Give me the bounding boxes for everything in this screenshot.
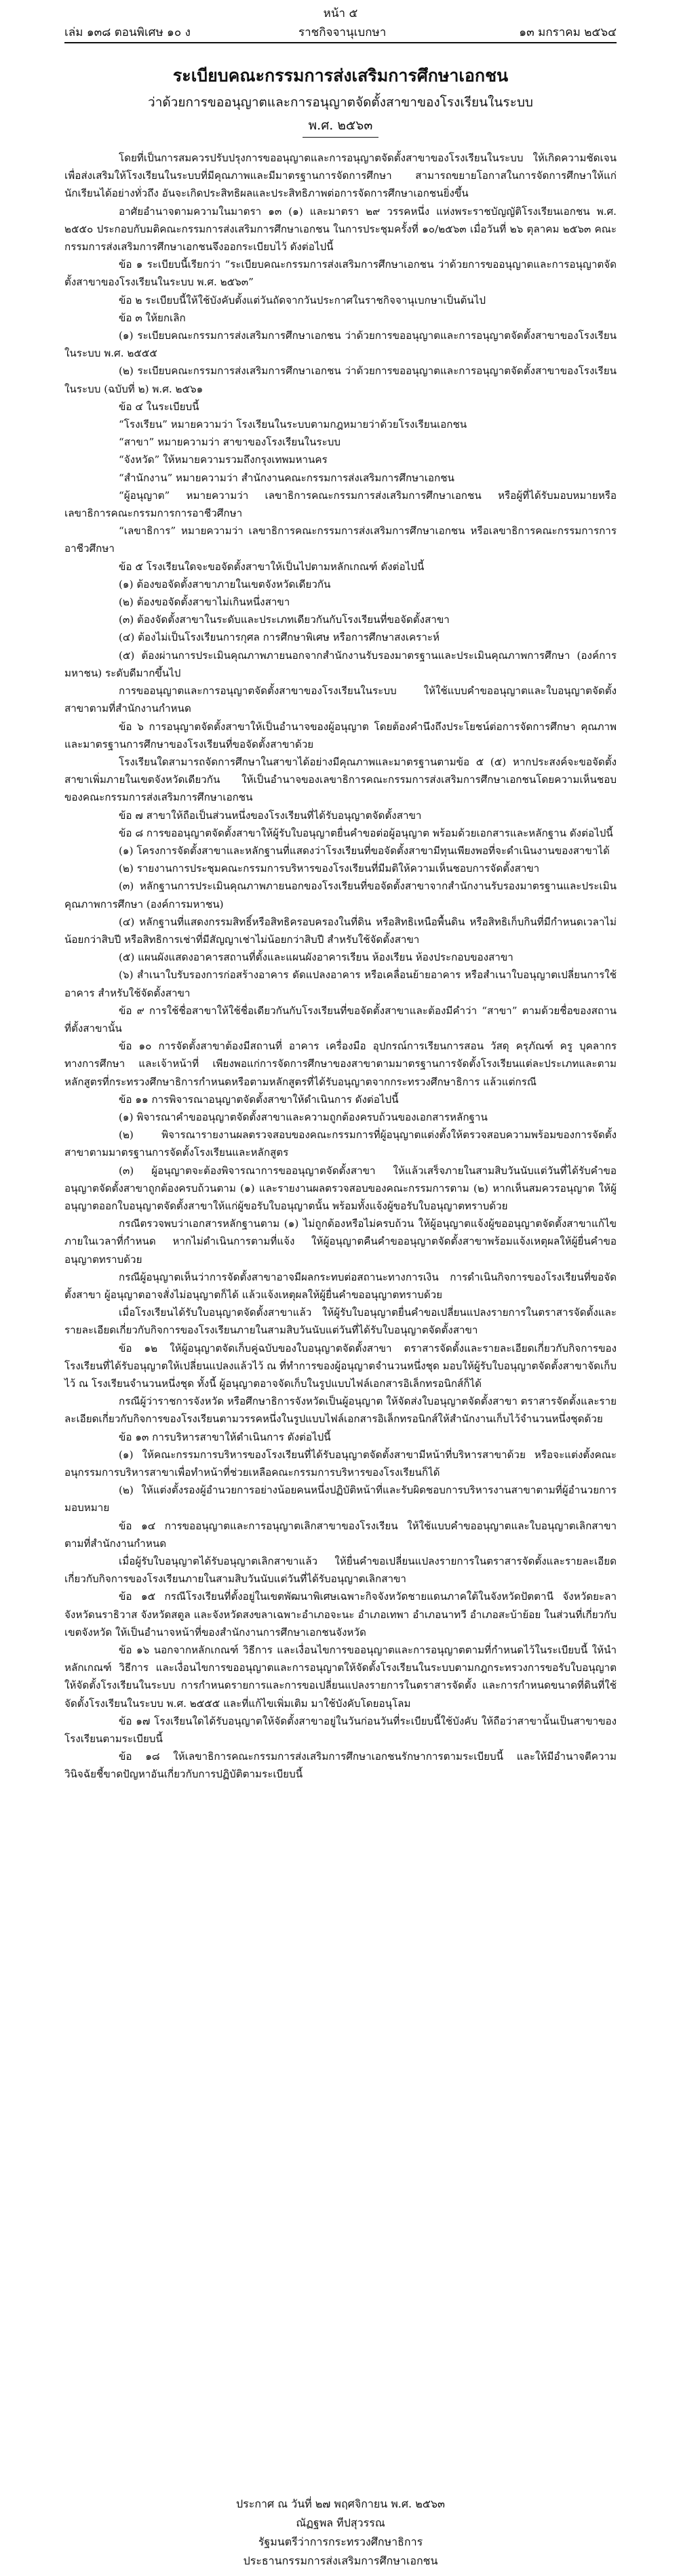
paragraph: ข้อ ๙ การใช้ชื่อสาขาให้ใช้ชื่อเดียวกันกับโรงเรียนที่ขอจัดตั้งสาขาและต้องมีคำว่า “สาขา” ตามด้วยชื่อของสถานที่ตั้งสาขานั้น [64,1004,617,1034]
paragraph: ข้อ ๒ ระเบียบนี้ให้ใช้บังคับตั้งแต่วันถัดจากวันประกาศในราชกิจจานุเบกษาเป็นต้นไป [119,294,486,306]
paragraph: (๑) โครงการจัดตั้งสาขาและหลักฐานที่แสดงว่าโรงเรียนที่ขอจัดตั้งสาขามีทุนเพียงพอที่จะดำเนินงานของสาขาได้ [119,844,610,857]
paragraph: โดยที่เป็นการสมควรปรับปรุงการขออนุญาตและการอนุญาตจัดตั้งสาขาของโรงเรียนในระบบ ให้เกิดความชัดเจน เพื่อส่งเสริมให้โรงเรียนในระบบที่มีคุณภาพและมีมาตรฐานการจัดการศึกษา สามารถขยายโอกาสในการจัดการศึกษาให้แก่นักเรียนได้อย่างทั่วถึง อันจะเกิดประสิทธิผลและประสิทธิภาพต่อการจัดการศึกษาเอกชนยิ่งขึ้น [64,152,617,200]
paragraph: (๑) ระเบียบคณะกรรมการส่งเสริมการศึกษาเอกชน ว่าด้วยการขออนุญาตและการอนุญาตจัดตั้งสาขาของโรงเรียนในระบบ พ.ศ. ๒๕๕๕ [64,329,617,360]
signatory-position: รัฐมนตรีว่าการกระทรวงศึกษาธิการ [258,2535,423,2548]
document-subject: ว่าด้วยการขออนุญาตและการอนุญาตจัดตั้งสาขาของโรงเรียนในระบบ [148,95,533,110]
paragraph: ข้อ ๑๒ ให้ผู้อนุญาตจัดเก็บคู่ฉบับของใบอนุญาตจัดตั้งสาขา ตราสารจัดตั้งและรายละเอียดเกี่ยวกับกิจการของโรงเรียนที่ได้รับอนุญาตให้เปลี่ยนแปลงแล้วไว้ ณ ที่ทำการของผู้อนุญาตจำนวนหนึ่งชุด มอบให้ผู้รับใบอนุญาตจัดตั้งสาขาจัดเก็บไว้ ณ โรงเรียนจำนวนหนึ่งชุด ทั้งนี้ ผู้อนุญาตอาจจัดเก็บในรูปแบบไฟล์เอกสารอิเล็กทรอนิกส์ก็ได้ [64,1342,617,1390]
paragraph: เมื่อผู้รับใบอนุญาตได้รับอนุญาตเลิกสาขาแล้ว ให้ยื่นคำขอเปลี่ยนแปลงรายการในตราสารจัดตั้งและรายละเอียดเกี่ยวกับกิจการของโรงเรียนภายในสามสิบวันนับแต่วันที่ได้รับอนุญาตเลิกสาขา [64,1555,617,1586]
paragraph: ข้อ ๘ การขออนุญาตจัดตั้งสาขาให้ผู้รับใบอนุญาตยื่นคำขอต่อผู้อนุญาต พร้อมด้วยเอกสารและหลักฐาน ดังต่อไปนี้ [119,826,613,839]
paragraph: ข้อ ๑๘ ให้เลขาธิการคณะกรรมการส่งเสริมการศึกษาเอกชนรักษาการตามระเบียบนี้ และให้มีอำนาจตีความวินิจฉัยชี้ขาดปัญหาอันเกี่ยวกับการปฏิบัติตามระเบียบนี้ [64,1750,617,1781]
signatory-role: ประธานกรรมการส่งเสริมการศึกษาเอกชน [243,2554,438,2567]
paragraph: ข้อ ๓ ให้ยกเลิก [119,311,186,324]
paragraph: “สาขา” หมายความว่า สาขาของโรงเรียนในระบบ [119,436,341,449]
paragraph: (๒) พิจารณารายงานผลตรวจสอบของคณะกรรมการที่ผู้อนุญาตแต่งตั้งให้ตรวจสอบความพร้อมของการจัดตั้งสาขาตามมาตรฐานการจัดตั้งโรงเรียนและหลักสูตร [64,1129,617,1159]
paragraph: การขออนุญาตและการอนุญาตจัดตั้งสาขาของโรงเรียนในระบบ ให้ใช้แบบคำขออนุญาตและใบอนุญาตจัดตั้งสาขาตามที่สำนักงานกำหนด [64,685,617,715]
paragraph: (๔) หลักฐานที่แสดงกรรมสิทธิ์หรือสิทธิครอบครองในที่ดิน หรือสิทธิเหนือพื้นดิน หรือสิทธิเก็บกินที่มีกำหนดเวลาไม่น้อยกว่าสิบปี หรือสิทธิการเช่าที่มีสัญญาเช่าไม่น้อยกว่าสิบปี สำหรับใช้จัดตั้งสาขา [64,915,617,946]
regulation-body [64,149,617,1784]
publish-date: ๑๓ มกราคม ๒๕๖๔ [519,26,617,39]
paragraph: (๓) ต้องจัดตั้งสาขาในระดับและประเภทเดียวกันกับโรงเรียนที่ขอจัดตั้งสาขา [119,613,450,626]
paragraph: (๒) รายงานการประชุมคณะกรรมการบริหารของโรงเรียนที่มีมติให้ความเห็นชอบการจัดตั้งสาขา [119,862,540,875]
paragraph: “สำนักงาน” หมายความว่า สำนักงานคณะกรรมการส่งเสริมการศึกษาเอกชน [119,471,454,484]
paragraph: (๑) ให้คณะกรรมการบริหารของโรงเรียนที่ได้รับอนุญาตจัดตั้งสาขามีหน้าที่บริหารสาขาด้วย หรือจะแต่งตั้งคณะอนุกรรมการบริหารสาขาเพื่อทำหน้าที่ช่วยเหลือคณะกรรมการบริหารของโรงเรียนก็ได้ [64,1448,617,1479]
paragraph: (๒) ให้แต่งตั้งรองผู้อำนวยการอย่างน้อยคนหนึ่งปฏิบัติหน้าที่และรับผิดชอบการบริหารงานสาขาตามที่ผู้อำนวยการมอบหมาย [64,1484,617,1514]
gazette-name: ราชกิจจานุเบกษา [298,26,387,39]
document-title: ระเบียบคณะกรรมการส่งเสริมการศึกษาเอกชน [172,66,509,85]
paragraph: กรณีตรวจพบว่าเอกสารหลักฐานตาม (๑) ไม่ถูกต้องหรือไม่ครบถ้วน ให้ผู้อนุญาตแจ้งผู้ขออนุญาตจัดตั้งสาขาแก้ไขภายในเวลาที่กำหนด หากไม่ดำเนินการตามที่แจ้ง ให้ผู้อนุญาตคืนคำขออนุญาตจัดตั้งสาขาพร้อมแจ้งเหตุผลให้ผู้ยื่นคำขออนุญาตทราบด้วย [64,1217,617,1266]
paragraph: (๕) แผนผังแสดงอาคารสถานที่ตั้งและแผนผังอาคารเรียน ห้องเรียน ห้องประกอบของสาขา [119,951,513,964]
title-divider [303,137,378,138]
paragraph: ข้อ ๖ การอนุญาตจัดตั้งสาขาให้เป็นอำนาจของผู้อนุญาต โดยต้องคำนึงถึงประโยชน์ต่อการจัดการศึกษา คุณภาพและมาตรฐานการศึกษาของโรงเรียนที่ขอจัดตั้งสาขาด้วย [64,720,617,750]
paragraph: กรณีผู้ว่าราชการจังหวัด หรือศึกษาธิการจังหวัดเป็นผู้อนุญาต ให้จัดส่งใบอนุญาตจัดตั้งสาขา ตราสารจัดตั้งและรายละเอียดเกี่ยวกับกิจการของโรงเรียนตามวรรคหนึ่งในรูปแบบไฟล์เอกสารอิเล็กทรอนิกส์ให้สำนักงานเก็บไว้จำนวนหนึ่งชุดด้วย [64,1395,617,1426]
paragraph: กรณีผู้อนุญาตเห็นว่าการจัดตั้งสาขาอาจมีผลกระทบต่อสถานะทางการเงิน การดำเนินกิจการของโรงเรียนที่ขอจัดตั้งสาขา ผู้อนุญาตอาจสั่งไม่อนุญาตก็ได้ แล้วแจ้งเหตุผลให้ผู้ยื่นคำขออนุญาตทราบด้วย [64,1270,617,1301]
signatory-name: ณัฏฐพล ทีปสุวรรณ [296,2516,385,2529]
paragraph: “เลขาธิการ” หมายความว่า เลขาธิการคณะกรรมการส่งเสริมการศึกษาเอกชน หรือเลขาธิการคณะกรรมการการอาชีวศึกษา [64,525,617,555]
paragraph: ข้อ ๑๔ การขออนุญาตและการอนุญาตเลิกสาขาของโรงเรียน ให้ใช้แบบคำขออนุญาตและใบอนุญาตเลิกสาขาตามที่สำนักงานกำหนด [64,1519,617,1550]
paragraph: (๒) ระเบียบคณะกรรมการส่งเสริมการศึกษาเอกชน ว่าด้วยการขออนุญาตและการอนุญาตจัดตั้งสาขาของโรงเรียนในระบบ (ฉบับที่ ๒) พ.ศ. ๒๕๖๑ [64,365,617,395]
paragraph: ข้อ ๔ ในระเบียบนี้ [119,400,199,413]
paragraph: (๑) พิจารณาคำขออนุญาตจัดตั้งสาขาและความถูกต้องครบถ้วนของเอกสารหลักฐาน [119,1110,488,1123]
paragraph: (๓) ผู้อนุญาตจะต้องพิจารณาการขออนุญาตจัดตั้งสาขา ให้แล้วเสร็จภายในสามสิบวันนับแต่วันที่ได้รับคำขออนุญาตจัดตั้งสาขาถูกต้องครบถ้วนตาม (๑) และรายงานผลตรวจสอบของคณะกรรมการตาม (๒) หากเห็นสมควรอนุญาต ให้ผู้อนุญาตออกใบอนุญาตจัดตั้งสาขาให้แก่ผู้ขอรับใบอนุญาตนั้น พร้อมทั้งแจ้งผู้ขอรับใบอนุญาตทราบด้วย [64,1164,617,1212]
paragraph: (๒) ต้องขอจัดตั้งสาขาไม่เกินหนึ่งสาขา [119,596,290,609]
paragraph: ข้อ ๕ โรงเรียนใดจะขอจัดตั้งสาขาให้เป็นไปตามหลักเกณฑ์ ดังต่อไปนี้ [119,560,425,573]
paragraph: (๕) ต้องผ่านการประเมินคุณภาพภายนอกจากสำนักงานรับรองมาตรฐานและประเมินคุณภาพการศึกษา (องค์การมหาชน) ระดับดีมากขึ้นไป [64,649,617,679]
paragraph: ข้อ ๑๗ โรงเรียนใดได้รับอนุญาตให้จัดตั้งสาขาอยู่ในวันก่อนวันที่ระเบียบนี้ใช้บังคับ ให้ถือว่าสาขานั้นเป็นสาขาของโรงเรียนตามระเบียบนี้ [64,1714,617,1746]
paragraph: ข้อ ๑๓ การบริหารสาขาให้ดำเนินการ ดังต่อไปนี้ [119,1430,331,1443]
paragraph: “ผู้อนุญาต” หมายความว่า เลขาธิการคณะกรรมการส่งเสริมการศึกษาเอกชน หรือผู้ที่ได้รับมอบหมายหรือเลขาธิการคณะกรรมการการอาชีวศึกษา [64,489,617,520]
paragraph: โรงเรียนใดสามารถจัดการศึกษาในสาขาได้อย่างมีคุณภาพและมาตรฐานตามข้อ ๕ (๕) หากประสงค์จะขอจัดตั้งสาขาเพิ่มภายในเขตจังหวัดเดียวกัน ให้เป็นอำนาจของเลขาธิการคณะกรรมการส่งเสริมการศึกษาเอกชนโดยความเห็นชอบของคณะกรรมการส่งเสริมการศึกษาเอกชน [64,755,617,804]
paragraph: “จังหวัด” ให้หมายความรวมถึงกรุงเทพมหานคร [119,454,328,466]
paragraph: เมื่อโรงเรียนได้รับใบอนุญาตจัดตั้งสาขาแล้ว ให้ผู้รับใบอนุญาตยื่นคำขอเปลี่ยนแปลงรายการในตราสารจัดตั้งและรายละเอียดเกี่ยวกับกิจการของโรงเรียนภายในสามสิบวันนับแต่วันที่ได้รับใบอนุญาตจัดตั้งสาขา [64,1306,617,1337]
announcement-date: ประกาศ ณ วันที่ ๒๗ พฤศจิกายน พ.ศ. ๒๕๖๓ [236,2497,445,2510]
paragraph: (๖) สำเนาใบรับรองการก่อสร้างอาคาร ดัดแปลงอาคาร หรือเคลื่อนย้ายอาคาร หรือสำเนาใบอนุญาตเปลี่ยนการใช้อาคาร สำหรับใช้จัดตั้งสาขา [64,969,617,999]
paragraph: อาศัยอำนาจตามความในมาตรา ๑๓ (๑) และมาตรา ๒๙ วรรคหนึ่ง แห่งพระราชบัญญัติโรงเรียนเอกชน พ.ศ. ๒๕๕๐ ประกอบกับมติคณะกรรมการส่งเสริมการศึกษาเอกชน ในการประชุมครั้งที่ ๑๐/๒๕๖๓ เมื่อวันที่ ๒๖ ตุลาคม ๒๕๖๓ คณะกรรมการส่งเสริมการศึกษาเอกชนจึงออกระเบียบไว้ ดังต่อไปนี้ [64,205,617,254]
paragraph: (๔) ต้องไม่เป็นโรงเรียนการกุศล การศึกษาพิเศษ หรือการศึกษาสงเคราะห์ [119,631,440,644]
paragraph: ข้อ ๑๖ นอกจากหลักเกณฑ์ วิธีการ และเงื่อนไขการขออนุญาตและการอนุญาตตามที่กำหนดไว้ในระเบียบนี้ ให้นำหลักเกณฑ์ วิธีการ และเงื่อนไขการขออนุญาตและการอนุญาตให้จัดตั้งโรงเรียนในระบบตามกฎกระทรวงการขอรับใบอนุญาตให้จัดตั้งโรงเรียนในระบบ การกำหนดรายการและการขอเปลี่ยนแปลงรายการในตราสารจัดตั้ง และการกำหนดขนาดที่ดินที่ใช้จัดตั้งโรงเรียนในระบบ พ.ศ. ๒๕๕๕ และที่แก้ไขเพิ่มเติม มาใช้บังคับโดยอนุโลม [64,1644,617,1710]
paragraph: (๑) ต้องขอจัดตั้งสาขาภายในเขตจังหวัดเดียวกัน [119,578,331,590]
header-divider [64,42,617,43]
paragraph: “โรงเรียน” หมายความว่า โรงเรียนในระบบตามกฎหมายว่าด้วยโรงเรียนเอกชน [119,418,467,431]
page-number: หน้า ๕ [323,7,358,20]
document-year: พ.ศ. ๒๕๖๓ [308,118,373,133]
paragraph: (๓) หลักฐานการประเมินคุณภาพภายนอกของโรงเรียนที่ขอจัดตั้งสาขาจากสำนักงานรับรองมาตรฐานและประเมินคุณภาพการศึกษา (องค์การมหาชน) [64,880,617,910]
paragraph: ข้อ ๑๐ การจัดตั้งสาขาต้องมีสถานที่ อาคาร เครื่องมือ อุปกรณ์การเรียนการสอน วัสดุ ครุภัณฑ์ ครู บุคลากรทางการศึกษา และเจ้าหน้าที่ เพียงพอแก่การจัดการศึกษาของสาขาตามมาตรฐานการจัดตั้งโรงเรียนแต่ละประเภทและตามหลักสูตรที่กระทรวงศึกษาธิการกำหนดหรือตามหลักสูตรที่ได้รับอนุญาตจากกระทรวงศึกษาธิการ แล้วแต่กรณี [64,1040,617,1088]
paragraph: ข้อ ๑๕ กรณีโรงเรียนที่ตั้งอยู่ในเขตพัฒนาพิเศษเฉพาะกิจจังหวัดชายแดนภาคใต้ในจังหวัดปัตตานี จังหวัดยะลา จังหวัดนราธิวาส จังหวัดสตูล และจังหวัดสงขลาเฉพาะอำเภอจะนะ อำเภอเทพา อำเภอนาทวี อำเภอสะบ้าย้อย ในส่วนที่เกี่ยวกับเขตจังหวัด ให้เป็นอำนาจหน้าที่ของสำนักงานการศึกษาเอกชนจังหวัด [64,1590,617,1638]
paragraph: ข้อ ๑ ระเบียบนี้เรียกว่า “ระเบียบคณะกรรมการส่งเสริมการศึกษาเอกชน ว่าด้วยการขออนุญาตและการอนุญาตจัดตั้งสาขาของโรงเรียนในระบบ พ.ศ. ๒๕๖๓” [64,258,617,289]
paragraph: ข้อ ๑๑ การพิจารณาอนุญาตจัดตั้งสาขาให้ดำเนินการ ดังต่อไปนี้ [119,1093,399,1106]
volume-info: เล่ม ๑๓๘ ตอนพิเศษ ๑๐ ง [64,26,191,39]
paragraph: ข้อ ๗ สาขาให้ถือเป็นส่วนหนึ่งของโรงเรียนที่ได้รับอนุญาตจัดตั้งสาขา [119,809,422,822]
